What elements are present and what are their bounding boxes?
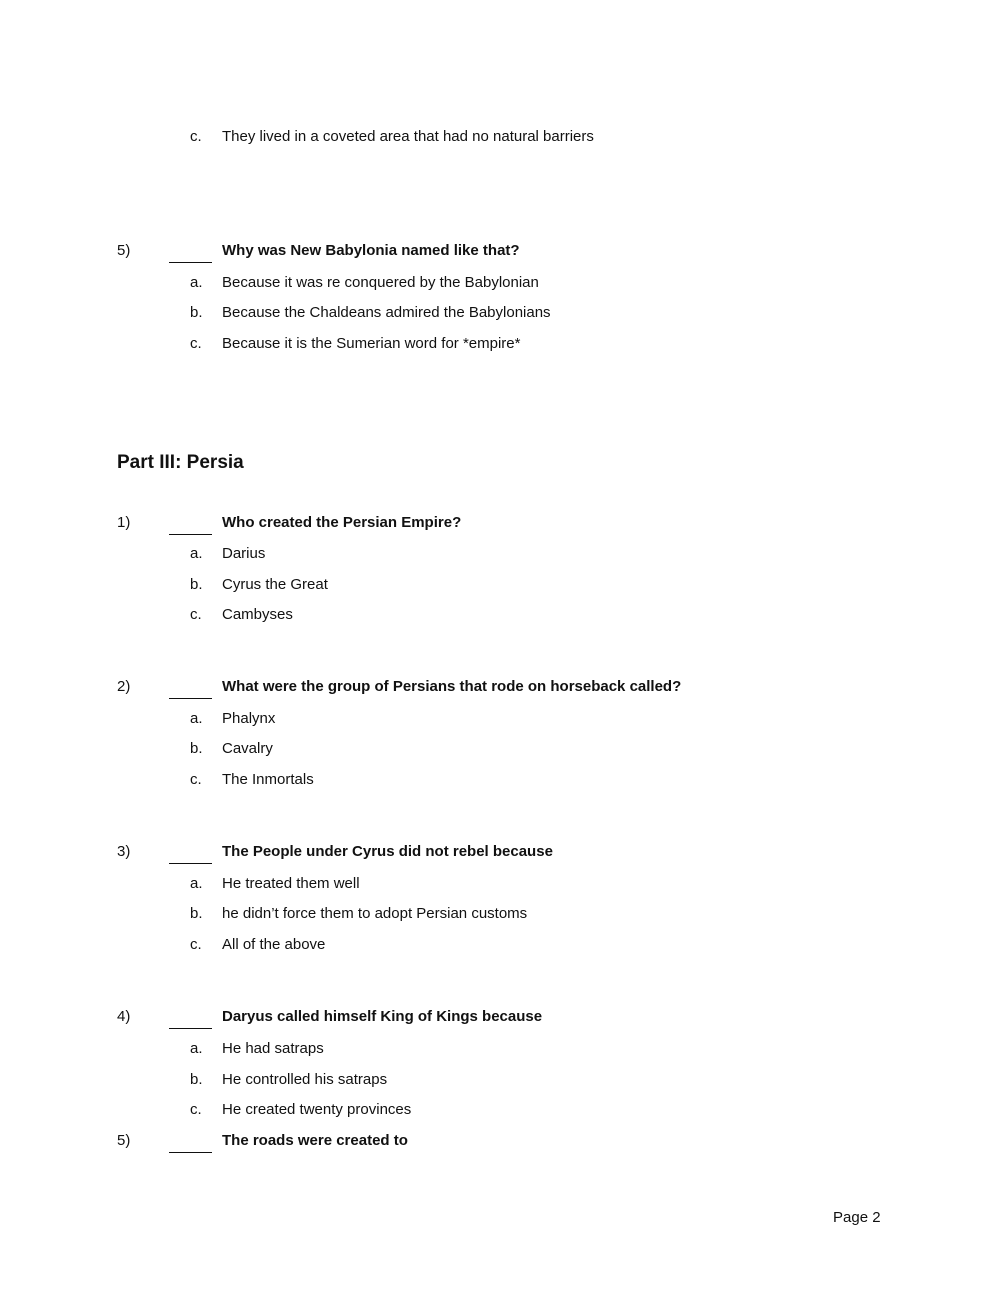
option-letter: c. — [190, 606, 202, 623]
answer-blank[interactable] — [169, 862, 212, 864]
option-text: Darius — [222, 545, 266, 562]
option-letter: c. — [190, 771, 202, 788]
answer-blank[interactable] — [169, 1027, 212, 1029]
option-text: The Inmortals — [222, 771, 314, 788]
option-letter: a. — [190, 1040, 203, 1057]
option-text: He controlled his satraps — [222, 1071, 388, 1088]
option-letter: a. — [190, 875, 203, 892]
question-text: Daryus called himself King of Kings because — [222, 1008, 543, 1025]
option-letter: b. — [190, 905, 203, 922]
question-text: The roads were created to — [222, 1132, 408, 1149]
option-letter: b. — [190, 576, 203, 593]
option-text: Because the Chaldeans admired the Babylonians — [222, 304, 551, 321]
answer-blank[interactable] — [169, 697, 212, 699]
answer-blank[interactable] — [169, 1151, 212, 1153]
option-letter: c. — [190, 335, 202, 352]
option-text: Phalynx — [222, 710, 276, 727]
option-letter: a. — [190, 710, 203, 727]
answer-blank[interactable] — [169, 261, 212, 263]
option-letter: c. — [190, 128, 202, 145]
option-text: He had satraps — [222, 1040, 324, 1057]
option-letter: a. — [190, 274, 203, 291]
option-letter: a. — [190, 545, 203, 562]
question-text: What were the group of Persians that rode on horseback called? — [222, 678, 682, 695]
question-number: 5) — [117, 242, 131, 259]
option-text: Because it was re conquered by the Babylonian — [222, 274, 539, 291]
option-text: All of the above — [222, 936, 326, 953]
question-number: 3) — [117, 843, 131, 860]
question-text: Who created the Persian Empire? — [222, 514, 462, 531]
option-text: Cyrus the Great — [222, 576, 328, 593]
question-number: 1) — [117, 514, 131, 531]
option-text: he didn’t force them to adopt Persian customs — [222, 905, 528, 922]
option-text: He created twenty provinces — [222, 1101, 412, 1118]
question-number: 4) — [117, 1008, 131, 1025]
answer-blank[interactable] — [169, 533, 212, 535]
page-number: Page 2 — [833, 1209, 881, 1226]
option-letter: b. — [190, 1071, 203, 1088]
option-text: They lived in a coveted area that had no natural barriers — [222, 128, 594, 145]
option-letter: c. — [190, 1101, 202, 1118]
question-text: Why was New Babylonia named like that? — [222, 242, 520, 259]
question-number: 2) — [117, 678, 131, 695]
question-text: The People under Cyrus did not rebel because — [222, 843, 553, 860]
option-letter: b. — [190, 740, 203, 757]
section-title: Part III: Persia — [117, 452, 244, 473]
option-letter: b. — [190, 304, 203, 321]
question-number: 5) — [117, 1132, 131, 1149]
option-text: Because it is the Sumerian word for *empire* — [222, 335, 521, 352]
option-letter: c. — [190, 936, 202, 953]
option-text: Cavalry — [222, 740, 273, 757]
option-text: Cambyses — [222, 606, 293, 623]
option-text: He treated them well — [222, 875, 360, 892]
